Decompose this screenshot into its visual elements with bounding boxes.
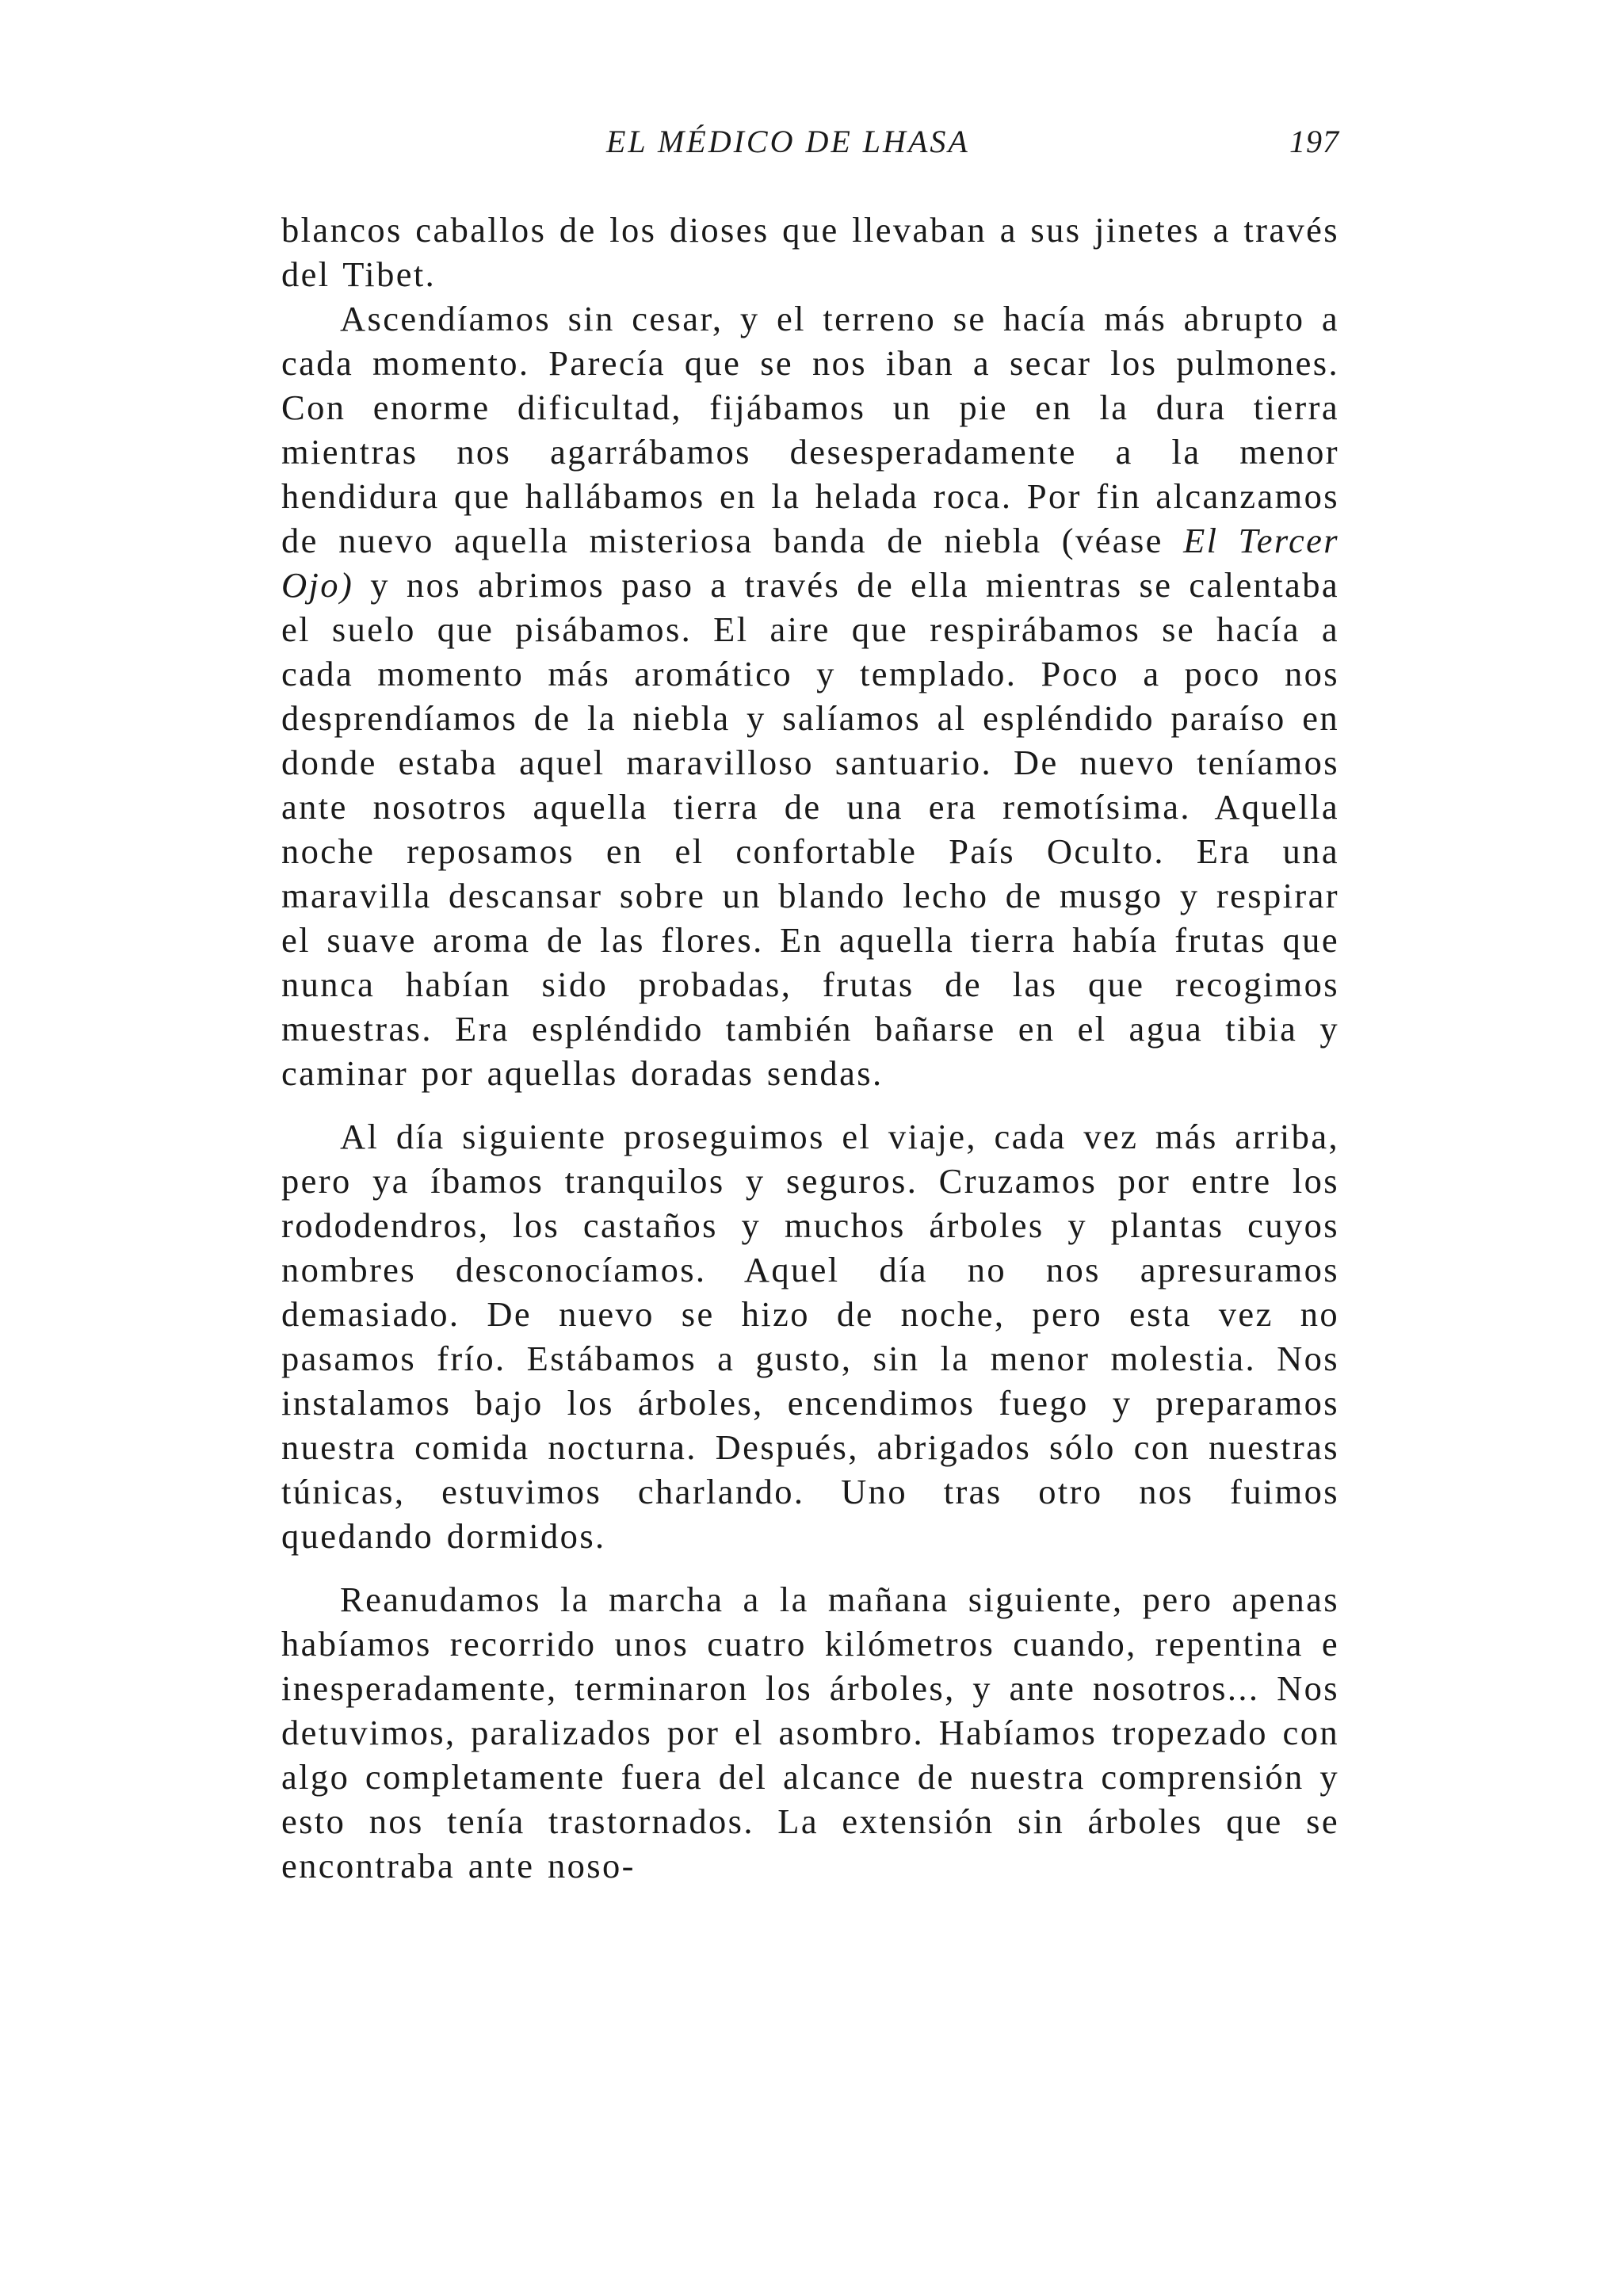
book-title-reference: El Tercer Ojo) (281, 521, 1339, 605)
running-title: EL MÉDICO DE LHASA (606, 124, 970, 159)
paragraph-ascent (281, 296, 1339, 1095)
body-text (281, 208, 1339, 1888)
running-header (281, 123, 1339, 170)
paragraph-resumed-march: Reanudamos la marcha a la mañana siguiente, pero apenas habíamos recorrido unos cuatro kilómetros cuando, repentina e inesperadamente, terminaron los árboles, y ante nosotros... Nos detuvimos, paralizados por el asombro. Habíamos tropezado con algo completamente fuera del alcance de nuestra comprensión y esto nos tenía trastornados. La extensión sin árboles que se encontraba ante noso- (281, 1580, 1339, 1885)
paragraph-next-day: Al día siguiente proseguimos el viaje, cada vez más arriba, pero ya íbamos tranquilos y seguros. Cruzamos por entre los rododendros, los castaños y muchos árboles y plantas cuyos nombres desconocíamos. Aquel día no nos apresuramos demasiado. De nuevo se hizo de noche, pero esta vez no pasamos frío. Estábamos a gusto, sin la menor molestia. Nos instalamos bajo los árboles, encendimos fuego y preparamos nuestra comida nocturna. Después, abrigados sólo con nuestras túnicas, estuvimos charlando. Uno tras otro nos fuimos quedando dormidos. (281, 1117, 1339, 1556)
paragraph-continuation: blancos caballos de los dioses que llevaban a sus jinetes a través del Tibet. (281, 210, 1339, 294)
paragraph-text-after: y nos abrimos paso a través de ella mientras se calentaba el suelo que pisábamos. El aire que respirábamos se hacía a cada momento más aromático y templado. Poco a poco nos desprendíamos de la niebla y salíamos al espléndido paraíso en donde estaba aquel maravilloso santuario. De nuevo teníamos ante nosotros aquella tierra de una era remotísima. Aquella noche reposamos en el confortable País Oculto. Era una maravilla descansar sobre un blando lecho de musgo y respirar el suave aroma de las flores. En aquella tierra había frutas que nunca habían sido probadas, frutas de las que recogimos muestras. Era espléndido también bañarse en el agua tibia y caminar por aquellas doradas sendas. (281, 565, 1339, 1093)
paragraph-text-before: Ascendíamos sin cesar, y el terreno se hacía más abrupto a cada momento. Parecía que se nos iban a secar los pulmones. Con enorme dificultad, fijábamos un pie en la dura tierra mientras nos agarrábamos desesperadamente a la menor hendidura que hallábamos en la helada roca. Por fin alcanzamos de nuevo aquella misteriosa banda de niebla (véase (281, 299, 1339, 560)
page-number: 197 (1289, 124, 1339, 159)
